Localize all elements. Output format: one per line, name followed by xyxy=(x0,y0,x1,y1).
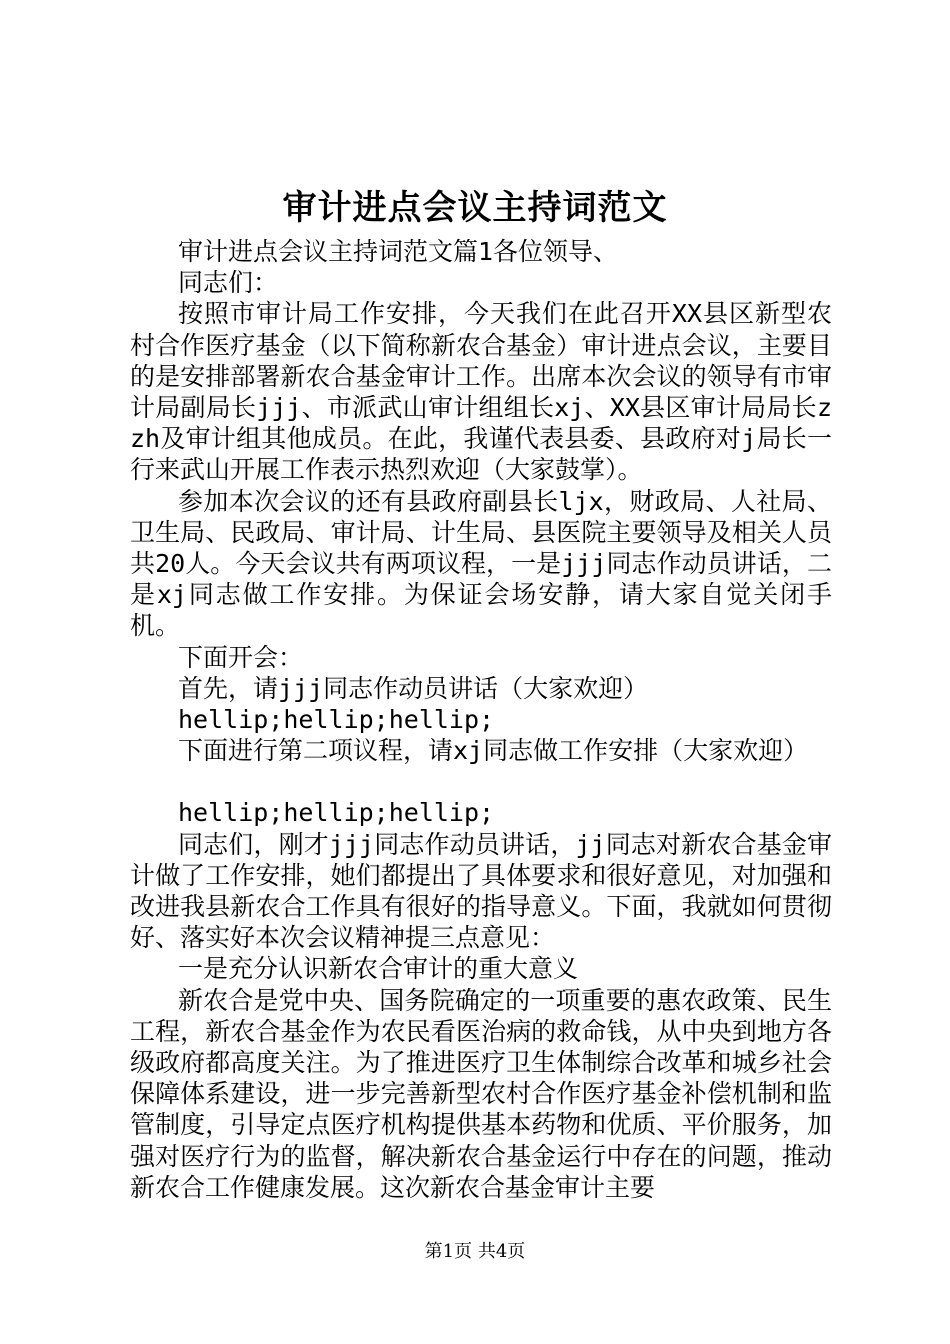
paragraph-first-agenda: 首先，请jjj同志作动员讲话（大家欢迎） xyxy=(178,673,649,703)
paragraph-ellipsis: hellip;hellip;hellip; xyxy=(178,705,495,735)
section-heading-one: 一是充分认识新农合审计的重大意义 xyxy=(178,954,579,984)
paragraph-introduction: 按照市审计局工作安排，今天我们在此召开XX县区新型农村合作医疗基金（以下简称新农合基金）审计进点会议，主要目的是安排部署新农合基金审计工作。出席本次会议的领导有市审计局副局长jjj、市派武山审计组组长xj、XX县区审计局局长zzh及审计组其他成员。在此，我谨代表县委、县政府对j局长一行来武山开展工作表示热烈欢迎（大家鼓掌）。 xyxy=(130,299,832,485)
document-title: 审计进点会议主持词范文 xyxy=(282,188,668,228)
paragraph-opening: 审计进点会议主持词范文篇1各位领导、 xyxy=(178,237,619,266)
document-body xyxy=(130,236,832,1203)
paragraph-salutation: 同志们： xyxy=(178,268,279,298)
paragraph-significance: 新农合是党中央、国务院确定的一项重要的惠农政策、民生工程，新农合基金作为农民看医治病的救命钱，从中央到地方各级政府都高度关注。为了推进医疗卫生体制综合改革和城乡社会保障体系建设，进一步完善新型农村合作医疗基金补偿机制和监管制度，引导定点医疗机构提供基本药物和优质、平价服务，加强对医疗行为的监督，解决新农合基金运行中存在的问题，推动新农合工作健康发展。这次新农合基金审计主要 xyxy=(130,985,832,1202)
page-footer: 第1页 共4页 xyxy=(424,1241,526,1262)
blank-line xyxy=(130,766,832,797)
paragraph-attendees: 参加本次会议的还有县政府副县长ljx，财政局、人社局、卫生局、民政局、审计局、计生局、县医院主要领导及相关人员共20人。今天会议共有两项议程，一是jjj同志作动员讲话，二是xj同志做工作安排。为保证会场安静，请大家自觉关闭手机。 xyxy=(130,486,832,641)
paragraph-meeting-start: 下面开会： xyxy=(178,642,304,672)
paragraph-summary: 同志们，刚才jjj同志作动员讲话，jj同志对新农合基金审计做了工作安排，她们都提出了具体要求和很好意见，对加强和改进我县新农合工作具有很好的指导意义。下面，我就如何贯彻好、落实好本次会议精神提三点意见： xyxy=(130,829,832,953)
paragraph-ellipsis: hellip;hellip;hellip; xyxy=(178,798,495,828)
paragraph-second-agenda: 下面进行第二项议程，请xj同志做工作安排（大家欢迎） xyxy=(178,736,809,766)
